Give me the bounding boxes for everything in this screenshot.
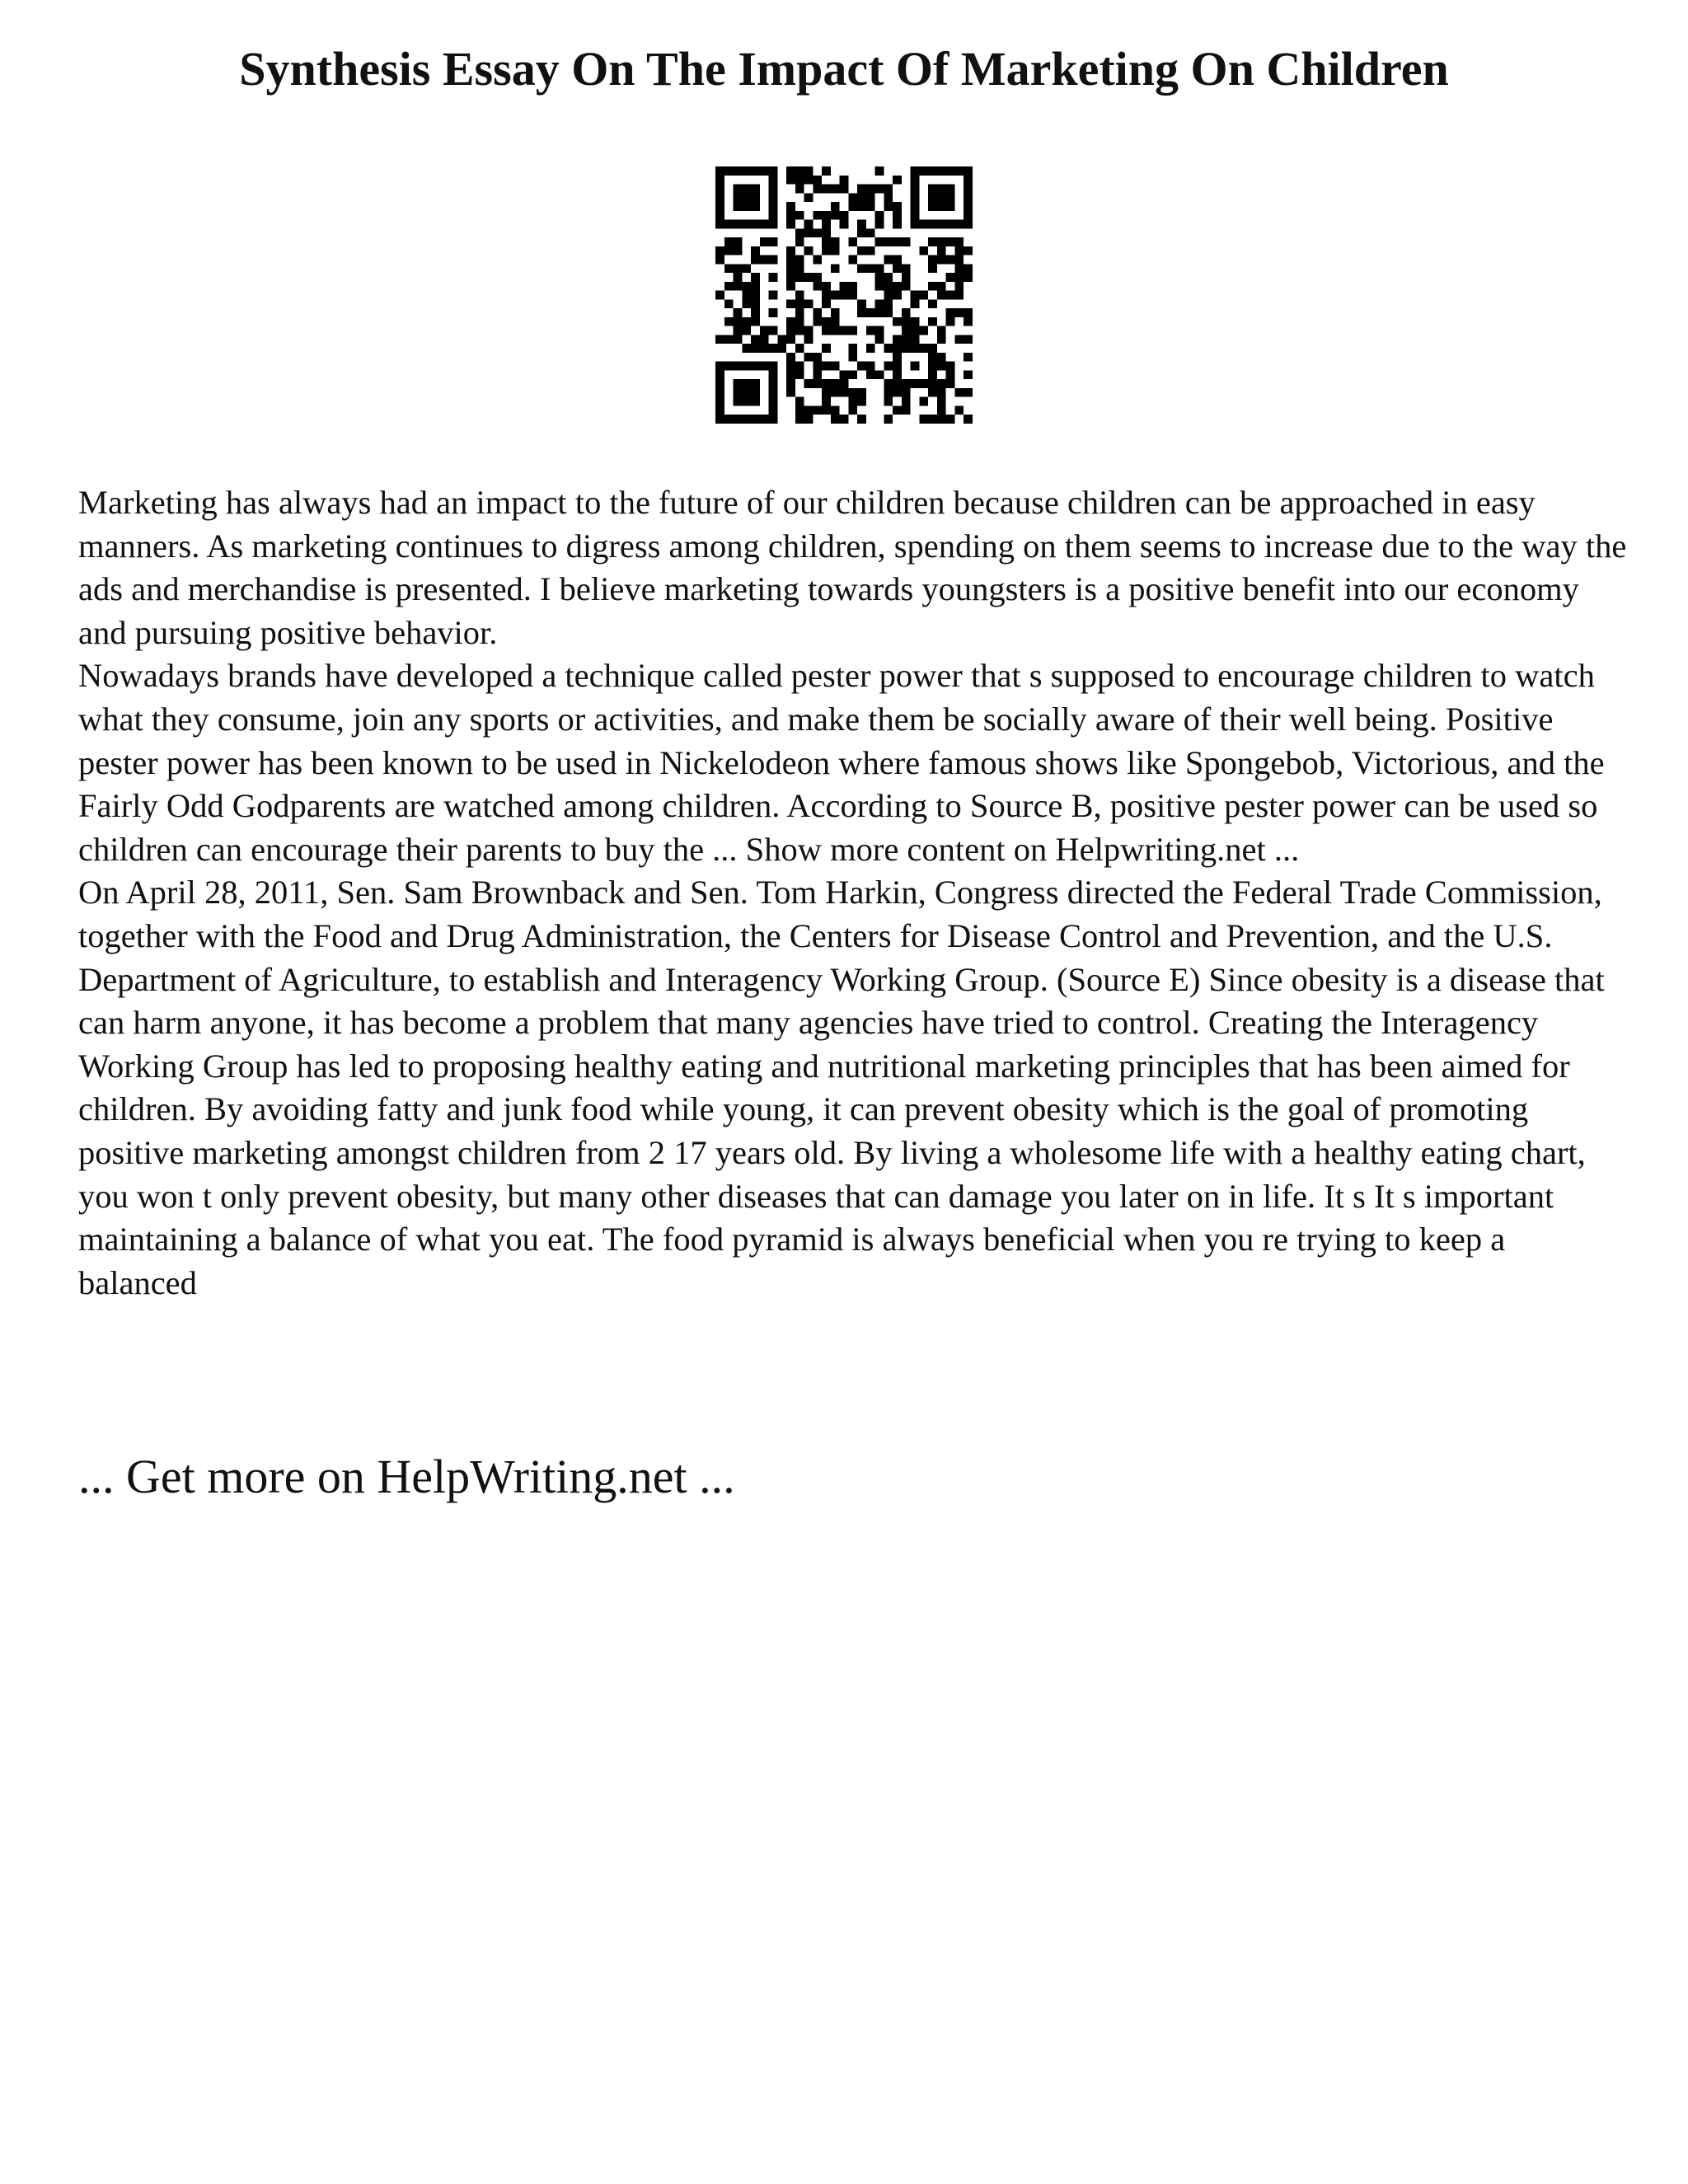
qr-code-icon (715, 166, 973, 424)
essay-paragraph-1: Marketing has always had an impact to the future of our children because children can be approached in easy manners. As marketing continues to digress among children, spending on them seems to increase due to the way the ads and merchandise is presented. I believe marketing towards youngsters is a positive benefit into our economy and pursuing positive behavior. (78, 484, 1627, 651)
essay-paragraph-3: On April 28, 2011, Sen. Sam Brownback and Sen. Tom Harkin, Congress directed the Federal Trade Commission, together with the Food and Drug Administration, the Centers for Disease Control and Prevention, and the U.S. Department of Agriculture, to establish and Interagency Working Group. (Source E) Since obesity is a disease that can harm anyone, it has become a problem that many agencies have tried to control. Creating the Interagency Working Group has led to proposing healthy eating and nutritional marketing principles that has been aimed for children. By avoiding fatty and junk food while young, it can prevent obesity which is the goal of promoting positive marketing amongst children from 2 17 years old. By living a wholesome life with a healthy eating chart, you won t only prevent obesity, but many other diseases that can damage you later on in life. It s It s important maintaining a balance of what you eat. The food pyramid is always beneficial when you re trying to keep a balanced (78, 874, 1605, 1301)
get-more-link[interactable]: ... Get more on HelpWriting.net ... (78, 1450, 735, 1503)
essay-paragraph-2: Nowadays brands have developed a technique called pester power that s supposed to encourage children to watch what they consume, join any sports or activities, and make them be socially aware of their well being. Positive pester power has been known to be used in Nickelodeon where famous shows like Spongebob, Victorious, and the Fairly Odd Godparents are watched among children. According to Source B, positive pester power can be used so children can encourage their parents to buy the ... Show more content on Helpwriting.net ... (78, 657, 1605, 868)
essay-body (78, 481, 1628, 1305)
document-title: Synthesis Essay On The Impact Of Marketing On Children (239, 42, 1449, 96)
